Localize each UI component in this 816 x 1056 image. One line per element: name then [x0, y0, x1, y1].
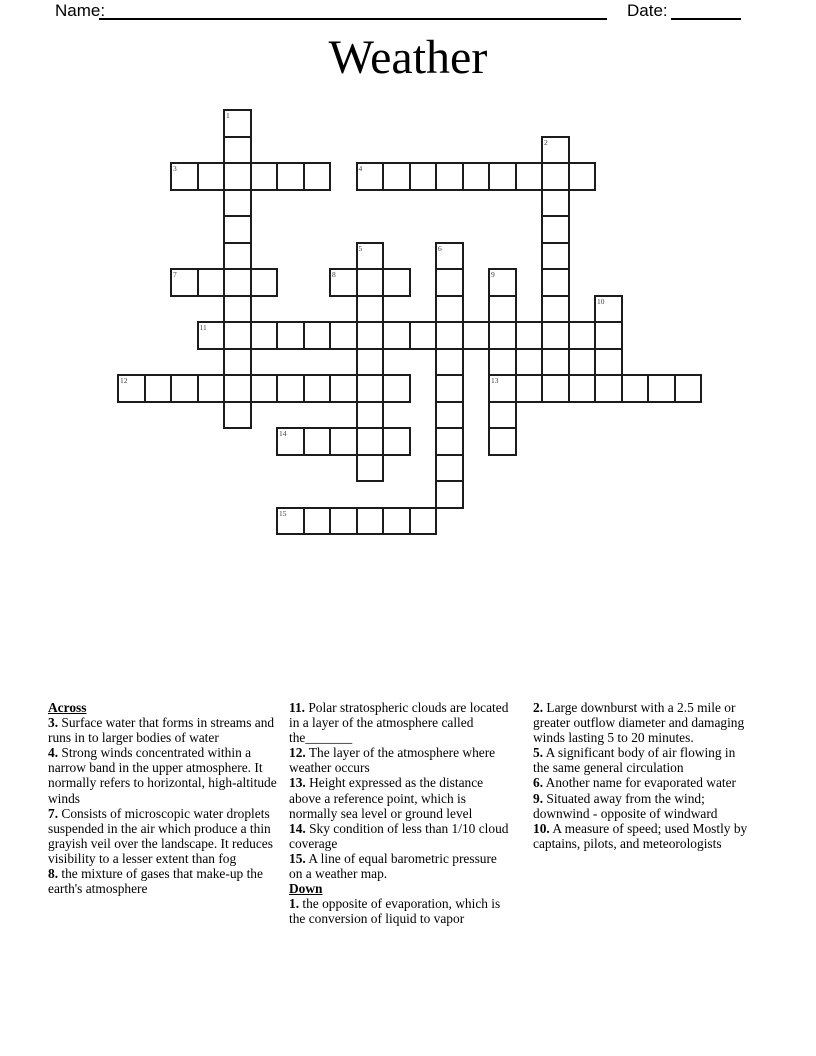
grid-cell[interactable] — [409, 507, 438, 536]
grid-cell[interactable] — [382, 374, 411, 403]
clue-number: 10. — [533, 820, 550, 836]
grid-cell[interactable] — [329, 374, 358, 403]
grid-cell[interactable] — [541, 242, 570, 271]
clues-column-3 — [533, 700, 751, 851]
grid-cell[interactable] — [674, 374, 703, 403]
grid-cell[interactable] — [382, 507, 411, 536]
clue-item-13: 13. Height expressed as the distance above a reference point, which is normally sea level or ground level — [289, 775, 484, 821]
grid-cell[interactable] — [435, 480, 464, 509]
grid-cell[interactable] — [435, 401, 464, 430]
grid-cell[interactable] — [435, 268, 464, 297]
grid-cell[interactable] — [568, 374, 597, 403]
grid-cell[interactable] — [541, 268, 570, 297]
cell-number: 2 — [544, 137, 548, 147]
grid-cell[interactable] — [541, 189, 570, 218]
clue-number: 8. — [48, 866, 59, 882]
grid-cell[interactable] — [435, 242, 464, 271]
grid-cell[interactable] — [170, 268, 199, 297]
grid-cell[interactable] — [435, 295, 464, 324]
grid-cell[interactable] — [435, 374, 464, 403]
grid-cell[interactable] — [356, 374, 385, 403]
clue-item-1: 1. the opposite of evaporation, which is the conversion of liquid to vapor — [289, 896, 501, 927]
grid-cell[interactable] — [117, 374, 146, 403]
cell-number: 7 — [173, 270, 177, 279]
grid-cell[interactable] — [435, 454, 464, 483]
grid-cell[interactable] — [303, 162, 332, 191]
grid-cell[interactable] — [329, 427, 358, 456]
clue-item-7: 7. Consists of microscopic water droplets suspended in the air which produce a thin grayish veil over the landscape. It reduces visibility to a lesser extent than fog — [48, 805, 273, 866]
cell-number: 8 — [332, 270, 336, 279]
clue-number: 3. — [48, 715, 59, 731]
clue-section-heading: Down — [289, 881, 323, 897]
grid-cell[interactable] — [250, 162, 279, 191]
puzzle-title: Weather — [328, 31, 488, 84]
clue-number: 6. — [533, 775, 544, 791]
grid-cell[interactable] — [250, 268, 279, 297]
clue-number: 14. — [289, 820, 306, 836]
cell-number: 14 — [279, 429, 287, 438]
grid-cell[interactable] — [568, 321, 597, 350]
grid-cell[interactable] — [223, 242, 252, 271]
clue-item-3: 3. Surface water that forms in streams and runs in to larger bodies of water — [48, 715, 275, 746]
clue-number: 9. — [533, 790, 544, 806]
clue-item-8: 8. the mixture of gases that make-up the earth's atmosphere — [48, 866, 263, 897]
date-label: Date: — [627, 1, 668, 20]
grid-cell[interactable] — [515, 162, 544, 191]
grid-cell[interactable] — [488, 374, 517, 403]
cell-number: 5 — [358, 243, 363, 253]
grid-cell[interactable] — [541, 348, 570, 377]
grid-cell[interactable] — [356, 321, 385, 350]
grid-cell[interactable] — [276, 321, 305, 350]
grid-cell[interactable] — [515, 321, 544, 350]
grid-cell[interactable] — [223, 374, 252, 403]
cell-number: 13 — [491, 376, 499, 385]
grid-cell[interactable] — [382, 268, 411, 297]
clue-number: 2. — [533, 700, 544, 715]
grid-cell[interactable] — [488, 268, 517, 297]
clue-item-5: 5. A significant body of air flowing in the same general circulation — [533, 745, 736, 776]
clue-item-15: 15. A line of equal barometric pressure on a weather map. — [289, 850, 497, 882]
clue-number: 4. — [48, 745, 59, 761]
grid-cell[interactable] — [197, 162, 226, 191]
grid-cell[interactable] — [541, 136, 570, 165]
grid-cell[interactable] — [568, 162, 597, 191]
grid-cell[interactable] — [356, 454, 385, 483]
grid-cell[interactable] — [515, 374, 544, 403]
clues-column-2 — [289, 700, 513, 926]
clue-number: 1. — [289, 896, 300, 912]
grid-cell[interactable] — [435, 162, 464, 191]
cell-number: 9 — [491, 270, 495, 279]
grid-cell[interactable] — [250, 321, 279, 350]
grid-cell[interactable] — [223, 109, 252, 138]
grid-cell[interactable] — [594, 321, 623, 350]
grid-cell[interactable] — [621, 374, 650, 403]
grid-cell[interactable] — [594, 348, 623, 377]
grid-cell[interactable] — [144, 374, 173, 403]
grid-cell[interactable] — [329, 507, 358, 536]
clue-item-2: 2. Large downburst with a 2.5 mile or greater outflow diameter and damaging winds lasting 5 to 20 minutes. — [533, 700, 745, 746]
grid-cell[interactable] — [356, 507, 385, 536]
grid-cell[interactable] — [223, 295, 252, 324]
clue-number: 7. — [48, 805, 59, 821]
grid-cell[interactable] — [488, 295, 517, 324]
grid-cell[interactable] — [303, 427, 332, 456]
grid-cell[interactable] — [541, 321, 570, 350]
clue-number: 13. — [289, 775, 306, 791]
grid-cell[interactable] — [435, 348, 464, 377]
grid-cell[interactable] — [223, 215, 252, 244]
grid-cell[interactable] — [462, 321, 491, 350]
grid-cell[interactable] — [223, 348, 252, 377]
grid-cell[interactable] — [382, 162, 411, 191]
grid-cell[interactable] — [329, 268, 358, 297]
cell-number: 10 — [597, 296, 605, 306]
cell-number: 15 — [279, 508, 287, 518]
grid-cell[interactable] — [594, 374, 623, 403]
clue-item-4: 4. Strong winds concentrated within a narrow band in the upper atmosphere. It normally refers to horizontal, high-altitude winds — [48, 745, 277, 806]
cell-number: 11 — [199, 323, 207, 332]
grid-cell[interactable] — [356, 295, 385, 324]
clue-item-11: 11. Polar stratospheric clouds are located in a layer of the atmosphere called the_______ — [289, 700, 509, 746]
grid-cell[interactable] — [382, 321, 411, 350]
grid-cell[interactable] — [223, 401, 252, 430]
grid-cell[interactable] — [488, 348, 517, 377]
grid-cell[interactable] — [356, 268, 385, 297]
clue-number: 5. — [533, 745, 544, 761]
grid-cell[interactable] — [223, 189, 252, 218]
date-input-line[interactable] — [671, 0, 741, 20]
grid-cell[interactable] — [356, 427, 385, 456]
grid-cell[interactable] — [541, 215, 570, 244]
clue-item-10: 10. A measure of speed; used Mostly by captains, pilots, and meteorologists — [533, 820, 748, 851]
grid-cell[interactable] — [197, 268, 226, 297]
clue-number: 12. — [289, 745, 306, 761]
grid-cell[interactable] — [382, 427, 411, 456]
grid-cell[interactable] — [647, 374, 676, 403]
grid-cell[interactable] — [223, 321, 252, 350]
grid-cell[interactable] — [223, 162, 252, 191]
cell-number: 12 — [120, 376, 128, 385]
clue-number: 11. — [289, 700, 305, 715]
grid-cell[interactable] — [541, 162, 570, 191]
grid-cell[interactable] — [488, 401, 517, 430]
crossword-grid — [117, 109, 704, 536]
grid-cell[interactable] — [276, 162, 305, 191]
grid-cell[interactable] — [170, 162, 199, 191]
grid-cell[interactable] — [329, 321, 358, 350]
name-input-line[interactable] — [99, 0, 607, 20]
grid-cell[interactable] — [435, 427, 464, 456]
grid-cell[interactable] — [409, 321, 438, 350]
grid-cell[interactable] — [356, 242, 385, 271]
grid-cell[interactable] — [541, 295, 570, 324]
grid-cell[interactable] — [276, 507, 305, 536]
grid-cell[interactable] — [435, 321, 464, 350]
grid-cell[interactable] — [409, 162, 438, 191]
grid-cell[interactable] — [488, 162, 517, 191]
grid-cell[interactable] — [197, 321, 226, 350]
grid-cell[interactable] — [541, 374, 570, 403]
grid-cell[interactable] — [356, 348, 385, 377]
grid-cell[interactable] — [276, 427, 305, 456]
cell-number: 1 — [226, 111, 230, 120]
clue-number: 15. — [289, 850, 306, 866]
grid-cell[interactable] — [462, 162, 491, 191]
clues-column-1 — [48, 700, 286, 896]
grid-cell[interactable] — [223, 268, 252, 297]
grid-cell[interactable] — [170, 374, 199, 403]
clue-item-9: 9. Situated away from the wind; downwind - opposite of windward — [533, 790, 718, 821]
grid-cell[interactable] — [303, 374, 332, 403]
grid-cell[interactable] — [250, 374, 279, 403]
grid-cell[interactable] — [276, 374, 305, 403]
cell-number: 4 — [358, 164, 363, 173]
grid-cell[interactable] — [223, 136, 252, 165]
cell-number: 6 — [438, 243, 442, 253]
grid-cell[interactable] — [594, 295, 623, 324]
grid-cell[interactable] — [488, 321, 517, 350]
name-label: Name: — [55, 1, 106, 20]
grid-cell[interactable] — [356, 162, 385, 191]
clue-item-12: 12. The layer of the atmosphere where weather occurs — [289, 745, 496, 776]
clue-item-14: 14. Sky condition of less than 1/10 cloud coverage — [289, 820, 509, 851]
clue-section-heading: Across — [48, 700, 87, 715]
grid-cell[interactable] — [488, 427, 517, 456]
cell-number: 3 — [173, 164, 177, 173]
grid-cell[interactable] — [303, 321, 332, 350]
grid-cell[interactable] — [303, 507, 332, 536]
grid-cell[interactable] — [197, 374, 226, 403]
clue-item-6: 6. Another name for evaporated water — [533, 775, 737, 791]
grid-cell[interactable] — [356, 401, 385, 430]
